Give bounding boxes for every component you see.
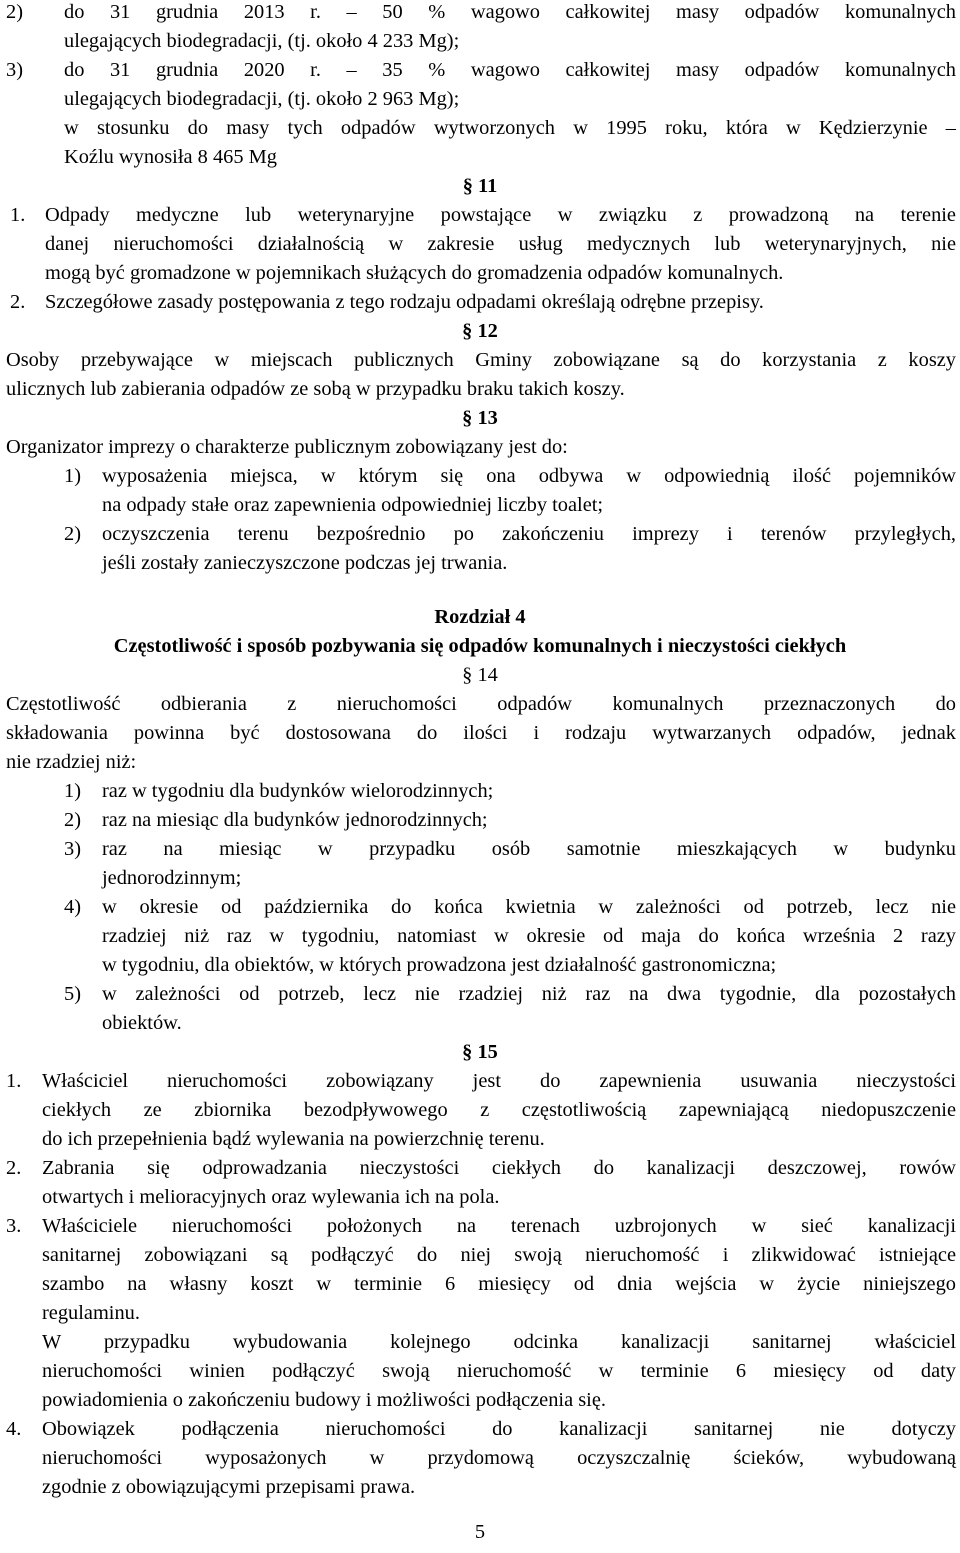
chapter-title: Częstotliwość i sposób pozbywania się odpadów komunalnych i nieczystości ciekłych [113, 635, 847, 657]
list-item-line: jednorodzinnym; [102, 867, 242, 889]
list-number: 4) [64, 896, 81, 918]
paragraph-line: nie rzadziej niż: [6, 751, 137, 773]
list-item-line: raz na miesiąc w przypadku osób samotnie mieszkających w budynku [102, 838, 956, 860]
paragraph-line: Właściciele nieruchomości położonych na terenach uzbrojonych w sieć kanalizacji [42, 1215, 956, 1237]
paragraph-number: 2. [10, 291, 26, 313]
list-item-line: w okresie od października do końca kwietnia w zależności od potrzeb, lecz nie [102, 896, 956, 918]
paragraph-line: Właściciel nieruchomości zobowiązany jest do zapewnienia usuwania nieczystości [42, 1070, 956, 1092]
list-item-line: w zależności od potrzeb, lecz nie rzadziej niż raz na dwa tygodnie, dla pozostałych [102, 983, 956, 1005]
section-heading-11: § 11 [462, 175, 498, 197]
paragraph-line: otwartych i melioracyjnych oraz wylewania ich na pola. [42, 1186, 500, 1208]
list-item-line: jeśli zostały zanieczyszczone podczas jej trwania. [102, 552, 508, 574]
paragraph-line: W przypadku wybudowania kolejnego odcinka kanalizacji sanitarnej właściciel [42, 1331, 956, 1353]
section-heading-14: § 14 [462, 664, 498, 686]
list-number: 1) [64, 780, 81, 802]
list-number: 3) [64, 838, 81, 860]
list-item-line: w tygodniu, dla obiektów, w których prowadzona jest działalność gastronomiczna; [102, 954, 777, 976]
list-item-line: do 31 grudnia 2013 r. – 50 % wagowo całkowitej masy odpadów komunalnych [64, 1, 956, 23]
paragraph-line: ciekłych ze zbiornika bezodpływowego z częstotliwością zapewniającą niedopuszczenie [42, 1099, 956, 1121]
paragraph-line: składowania powinna być dostosowana do ilości i rodzaju wytwarzanych odpadów, jednak [6, 722, 956, 744]
list-number: 2) [6, 1, 23, 23]
paragraph-line: Organizator imprezy o charakterze publicznym zobowiązany jest do: [6, 436, 568, 458]
paragraph-line: sanitarnej zobowiązani są podłączyć do niej swoją nieruchomość i zlikwidować istniejące [42, 1244, 956, 1266]
paragraph-line: w stosunku do masy tych odpadów wytworzonych w 1995 roku, która w Kędzierzynie – [64, 117, 956, 139]
list-item-line: do 31 grudnia 2020 r. – 35 % wagowo całkowitej masy odpadów komunalnych [64, 59, 956, 81]
list-number: 3) [6, 59, 23, 81]
paragraph-number: 3. [6, 1215, 22, 1237]
paragraph-number: 1. [6, 1070, 22, 1092]
paragraph-number: 4. [6, 1418, 22, 1440]
paragraph-line: ulicznych lub zabierania odpadów ze sobą w przypadku braku takich koszy. [6, 378, 625, 400]
section-heading-13: § 13 [462, 407, 498, 429]
list-number: 1) [64, 465, 81, 487]
paragraph-line: zgodnie z obowiązującymi przepisami prawa. [42, 1476, 416, 1498]
list-number: 5) [64, 983, 81, 1005]
list-item-line: rzadziej niż raz w tygodniu, natomiast w okresie od maja do końca września 2 razy [102, 925, 956, 947]
paragraph-line: nieruchomości wyposażonych w przydomową oczyszczalnię ścieków, wybudowaną [42, 1447, 956, 1469]
chapter-label: Rozdział 4 [434, 606, 526, 628]
paragraph-line: mogą być gromadzone w pojemnikach służących do gromadzenia odpadów komunalnych. [45, 262, 784, 284]
section-heading-15: § 15 [462, 1041, 498, 1063]
list-number: 2) [64, 809, 81, 831]
list-item-line: oczyszczenia terenu bezpośrednio po zakończeniu imprezy i terenów przyległych, [102, 523, 956, 545]
paragraph-number: 2. [6, 1157, 22, 1179]
paragraph-line: szambo na własny koszt w terminie 6 miesięcy od dnia wejścia w życie niniejszego [42, 1273, 956, 1295]
paragraph-line: nieruchomości winien podłączyć swoją nieruchomość w terminie 6 miesięcy od daty [42, 1360, 956, 1382]
list-item-line: obiektów. [102, 1012, 182, 1034]
paragraph-line: Odpady medyczne lub weterynaryjne powstające w związku z prowadzoną na terenie [45, 204, 956, 226]
paragraph-number: 1. [10, 204, 26, 226]
paragraph-line: Osoby przebywające w miejscach publicznych Gminy zobowiązane są do korzystania z koszy [6, 349, 956, 371]
paragraph-line: regulaminu. [42, 1302, 140, 1324]
list-item-line: raz na miesiąc dla budynków jednorodzinnych; [102, 809, 488, 831]
list-item-line: raz w tygodniu dla budynków wielorodzinnych; [102, 780, 494, 802]
paragraph-line: Częstotliwość odbierania z nieruchomości odpadów komunalnych przeznaczonych do [6, 693, 956, 715]
paragraph-line: Szczegółowe zasady postępowania z tego rodzaju odpadami określają odrębne przepisy. [45, 291, 764, 313]
list-item-line: na odpady stałe oraz zapewnienia odpowiedniej liczby toalet; [102, 494, 604, 516]
paragraph-line: danej nieruchomości działalnością w zakresie usług medycznych lub weterynaryjnych, nie [45, 233, 956, 255]
list-item-line: ulegających biodegradacji, (tj. około 4 233 Mg); [64, 30, 460, 52]
list-item-line: ulegających biodegradacji, (tj. około 2 963 Mg); [64, 88, 460, 110]
paragraph-line: do ich przepełnienia bądź wylewania na powierzchnię terenu. [42, 1128, 545, 1150]
paragraph-line: Zabrania się odprowadzania nieczystości ciekłych do kanalizacji deszczowej, rowów [42, 1157, 956, 1179]
paragraph-line: powiadomienia o zakończeniu budowy i możliwości podłączenia się. [42, 1389, 606, 1411]
paragraph-line: Koźlu wynosiła 8 465 Mg [64, 146, 277, 168]
list-number: 2) [64, 523, 81, 545]
list-item-line: wyposażenia miejsca, w którym się ona odbywa w odpowiednią ilość pojemników [102, 465, 956, 487]
paragraph-line: Obowiązek podłączenia nieruchomości do kanalizacji sanitarnej nie dotyczy [42, 1418, 956, 1440]
page-number: 5 [474, 1521, 486, 1543]
section-heading-12: § 12 [462, 320, 498, 342]
